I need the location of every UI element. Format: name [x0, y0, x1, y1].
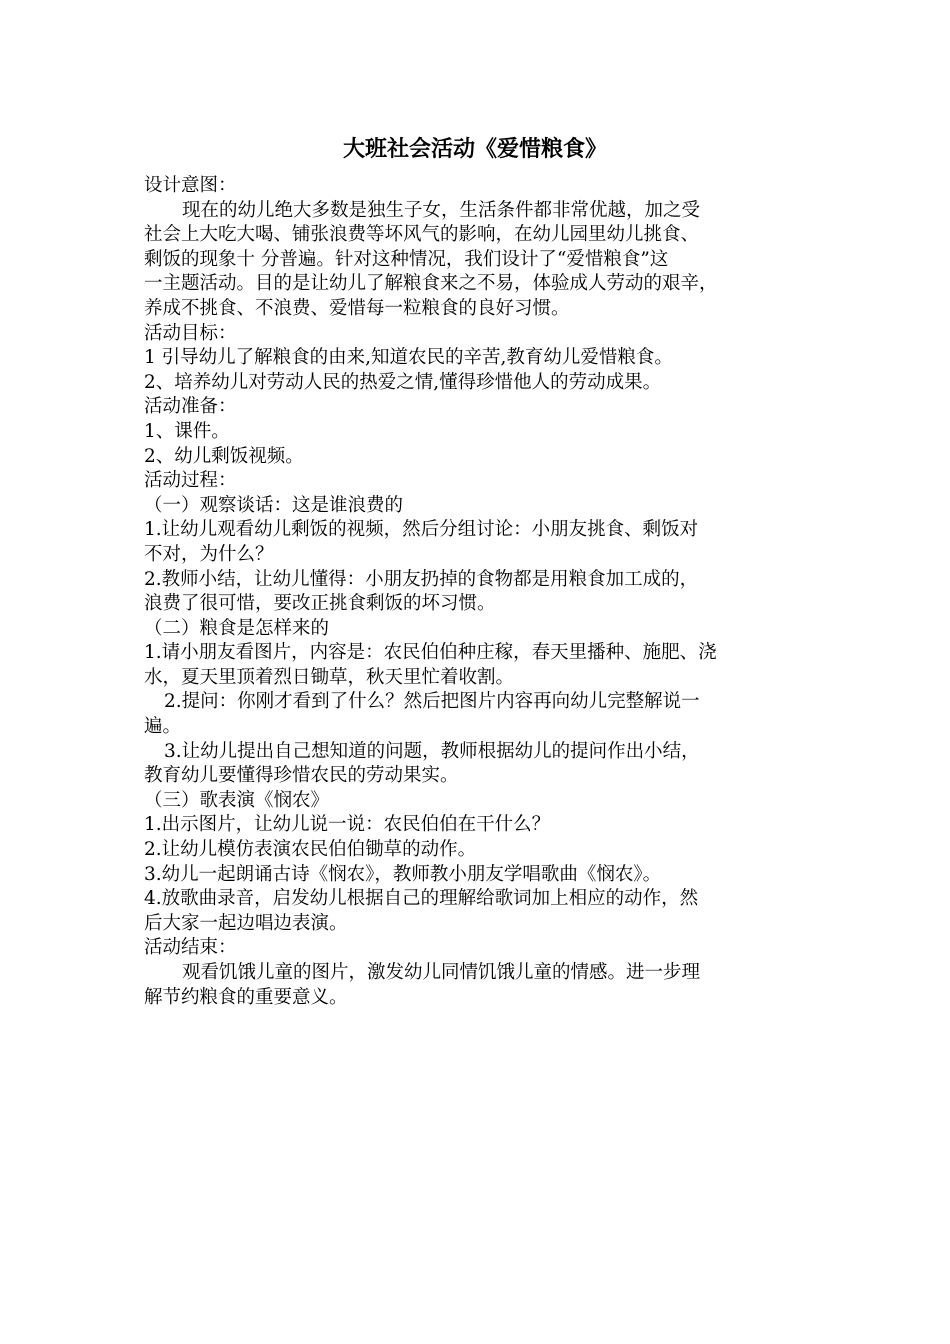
list-item: 2、幼儿剩饭视频。 [144, 445, 304, 467]
list-item: 1.出示图片，让幼儿说一说：农民伯伯在干什么？ [144, 814, 551, 836]
list-item-continuation: 浪费了很可惜，要改正挑食剩饭的坏习惯。 [144, 593, 496, 615]
paragraph-line: 社会上大吃大喝、铺张浪费等坏风气的影响，在幼儿园里幼儿挑食、 [144, 224, 700, 246]
list-item-continuation: 不对，为什么？ [144, 543, 274, 565]
document-title: 大班社会活动《爱惜粮食》 [342, 137, 607, 162]
section-heading-process: 活动过程： [144, 470, 237, 492]
list-item: 2.教师小结，让幼儿懂得：小朋友扔掉的食物都是用粮食加工成的， [144, 568, 699, 590]
list-item: 4.放歌曲录音，启发幼儿根据自己的理解给歌词加上相应的动作，然 [144, 888, 699, 910]
section-heading-ending: 活动结束： [144, 937, 237, 959]
paragraph-line: 剩饭的现象十 分普遍。针对这种情况，我们设计了“爱惜粮食”这 [144, 248, 669, 270]
list-item: 1、课件。 [144, 420, 230, 442]
list-item-continuation: 后大家一起边唱边表演。 [144, 912, 348, 934]
subsection-heading: （二）粮食是怎样来的 [144, 617, 330, 639]
document-body [144, 174, 814, 1010]
section-heading-design-intent: 设计意图： [144, 175, 237, 196]
list-item-continuation: 教育幼儿要懂得珍惜农民的劳动果实。 [144, 765, 459, 787]
list-item-continuation: 水，夏天里顶着烈日锄草，秋天里忙着收割。 [144, 666, 515, 688]
paragraph-line: 解节约粮食的重要意义。 [144, 986, 348, 1008]
list-item: 3.让幼儿提出自己想知道的问题，教师根据幼儿的提问作出小结， [164, 740, 700, 762]
list-item: 2.让幼儿模仿表演农民伯伯锄草的动作。 [144, 839, 477, 861]
list-item: 1.让幼儿观看幼儿剩饭的视频，然后分组讨论：小朋友挑食、剩饭对 [144, 519, 699, 541]
list-item: 2、培养幼儿对劳动人民的热爱之情,懂得珍惜他人的劳动成果。 [144, 371, 662, 393]
paragraph-line: 观看饥饿儿童的图片，激发幼儿同情饥饿儿童的情感。进一步理 [182, 962, 701, 983]
paragraph-line: 一主题活动。目的是让幼儿了解粮食来之不易，体验成人劳动的艰辛， [144, 273, 718, 295]
subsection-heading: （一）观察谈话：这是谁浪费的 [144, 494, 404, 516]
section-heading-goals: 活动目标： [144, 322, 237, 344]
list-item: 1.请小朋友看图片，内容是：农民伯伯种庄稼，春天里播种、施肥、浇 [144, 642, 717, 664]
paragraph-line: 养成不挑食、不浪费、爱惜每一粒粮食的良好习惯。 [144, 297, 570, 319]
subsection-heading: （三）歌表演《悯农》 [144, 789, 330, 811]
list-item: 2.提问：你刚才看到了什么？然后把图片内容再向幼儿完整解说一 [164, 691, 700, 713]
list-item: 1 引导幼儿了解粮食的由来,知道农民的辛苦,教育幼儿爱惜粮食。 [144, 347, 673, 369]
paragraph-line: 现在的幼儿绝大多数是独生子女，生活条件都非常优越，加之受 [182, 199, 701, 221]
section-heading-preparation: 活动准备： [144, 396, 237, 418]
list-item-continuation: 遍。 [144, 716, 182, 738]
list-item: 3.幼儿一起朗诵古诗《悯农》，教师教小朋友学唱歌曲《悯农》。 [144, 863, 662, 885]
